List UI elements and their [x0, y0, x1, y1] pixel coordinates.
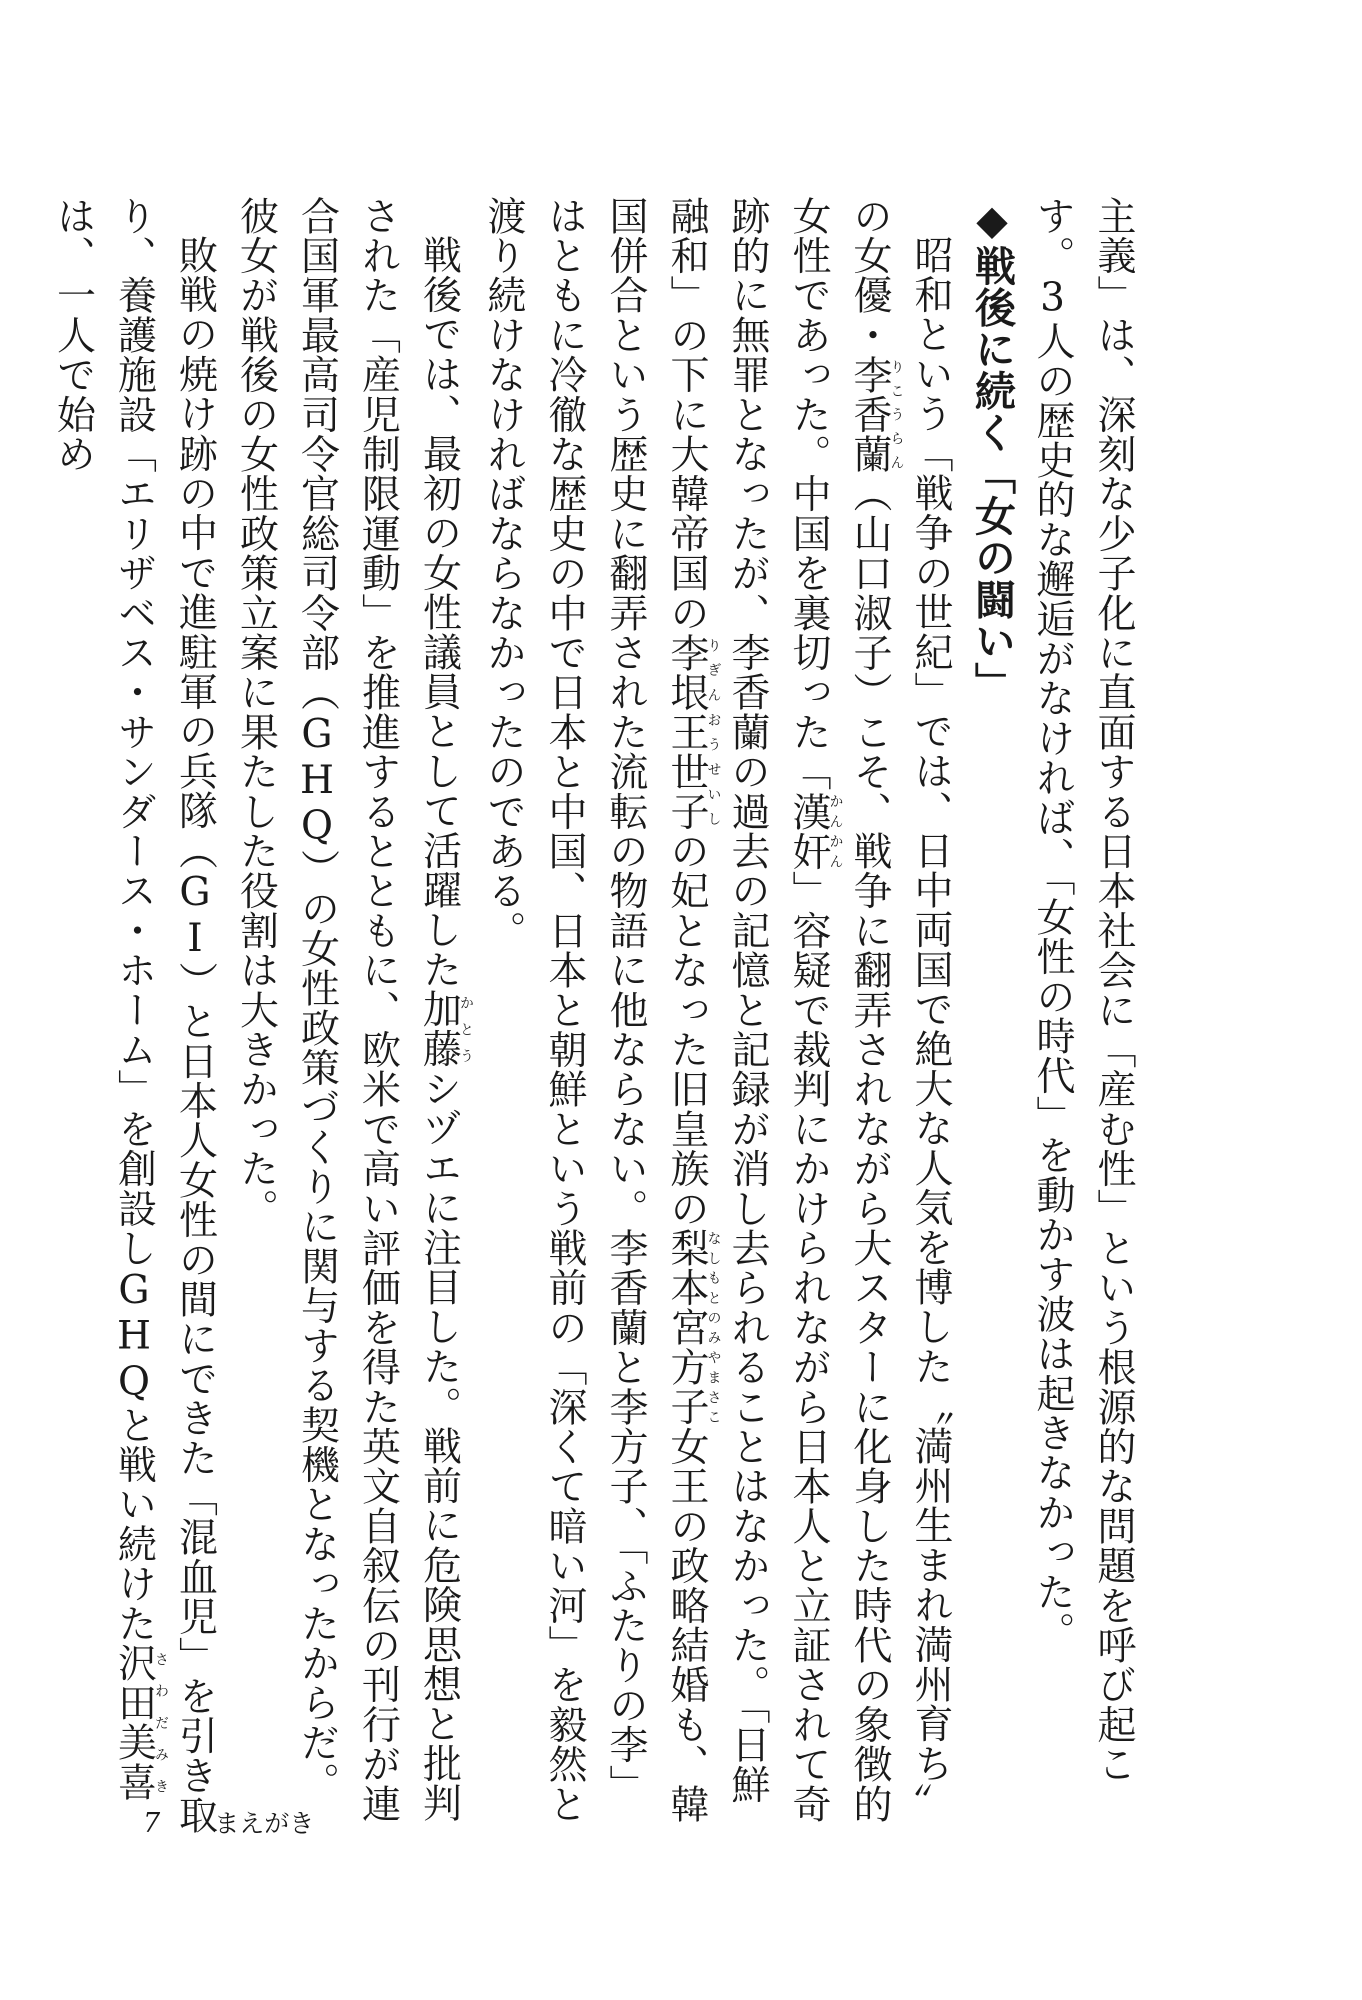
- paragraph-text: は、一人で始め: [50, 196, 96, 474]
- paragraph-text: シヅエに注目した。戦前に危険思想と批判された「産児制限運動」を推進するとともに、欧米で高い評価を得た英文自叙伝の刊行が連合国軍最高司令官総司令部（GHQ）の女性政策づくりに関与する契機となったからだ。彼女が戦後の女性政策立案に果たした役割は大きかった。: [233, 196, 462, 1824]
- ruby-reading: りぎんおうせいし: [705, 632, 722, 832]
- ruby-reading: りこうらん: [888, 354, 905, 474]
- ruby-nashimoto: [664, 1228, 722, 1427]
- paragraph-continuation: 主義」は、深刻な少子化に直面する日本社会に「産む性」という根源的な問題を呼び起こす。3人の歴史的な邂逅がなければ、「女性の時代」を動かす波は起きなかった。: [1030, 196, 1136, 1784]
- paragraph-text: の妃となった旧皇族の: [664, 831, 709, 1229]
- ruby-base: 梨本宮方子: [664, 1228, 709, 1427]
- ruby-base: 沢田美喜: [111, 1643, 157, 1803]
- page-number: 7: [143, 1808, 161, 1839]
- paragraph-text: 」容疑で裁判にかけられながら日本人と立証されて奇跡的に無罪となったが、李香蘭の過去の記憶と記録が消し去られることはなかった。「日鮮融和」の下に大韓帝国の: [664, 196, 831, 1824]
- ruby-base: 李垠王世子: [664, 632, 709, 832]
- page-footer: [143, 1804, 314, 1840]
- ruby-reading: さわだみき: [153, 1643, 169, 1803]
- running-section-title: まえがき: [214, 1809, 315, 1838]
- ruby-base: 漢奸: [786, 791, 831, 871]
- paragraph-kato-shizue: [226, 196, 474, 1836]
- paragraph-sawada-miki: [43, 196, 226, 1836]
- paragraph-text: （山口淑子）こそ、戦争に翻弄されながら大スターに化身した時代の象徴的女性であった。中国を裏切った「: [786, 196, 892, 1824]
- ruby-reading: なしもとのみやまさこ: [705, 1228, 722, 1427]
- paragraph-ri-kouran: [473, 196, 961, 1836]
- ruby-sawada: [111, 1643, 169, 1803]
- ruby-base: 加藤: [416, 989, 462, 1069]
- vertical-text-body: [50, 196, 1144, 1836]
- paragraph-text: 昭和という「戦争の世紀」では、日中両国で絶大な人気を博した〝満州生まれ満州育ち〟の女優・: [847, 196, 953, 1823]
- ruby-kato: [416, 989, 474, 1069]
- ruby-ri-gin: [664, 632, 722, 832]
- paragraph-text: 戦後では、最初の女性議員として活躍した: [416, 235, 462, 990]
- ruby-base: 李香蘭: [847, 354, 892, 474]
- ruby-reading: かとう: [458, 989, 474, 1069]
- section-heading: ◆戦後に続く「女の闘い」: [968, 196, 1016, 704]
- ruby-kankan: [786, 791, 844, 871]
- paragraph-text: 敗戦の焼け跡の中で進駐軍の兵隊（GI）と日本人女性の間にできた「混血児」を引き取り、養護施設「エリザベス・サンダース・ホーム」を創設しGHQと戦い続けた: [111, 196, 218, 1835]
- ruby-ri-kouran: [847, 354, 905, 474]
- ruby-reading: かんかん: [827, 791, 844, 871]
- paragraph-text: 女王の政略結婚も、韓国併合という歴史に翻弄された流転の物語に他ならない。李香蘭と李方子、「ふたりの李」はともに冷徹な歴史の中で日本と中国、日本と朝鮮という戦前の「深くて暗い河」を毅然と渡り続けなければならなかったのである。: [481, 196, 709, 1824]
